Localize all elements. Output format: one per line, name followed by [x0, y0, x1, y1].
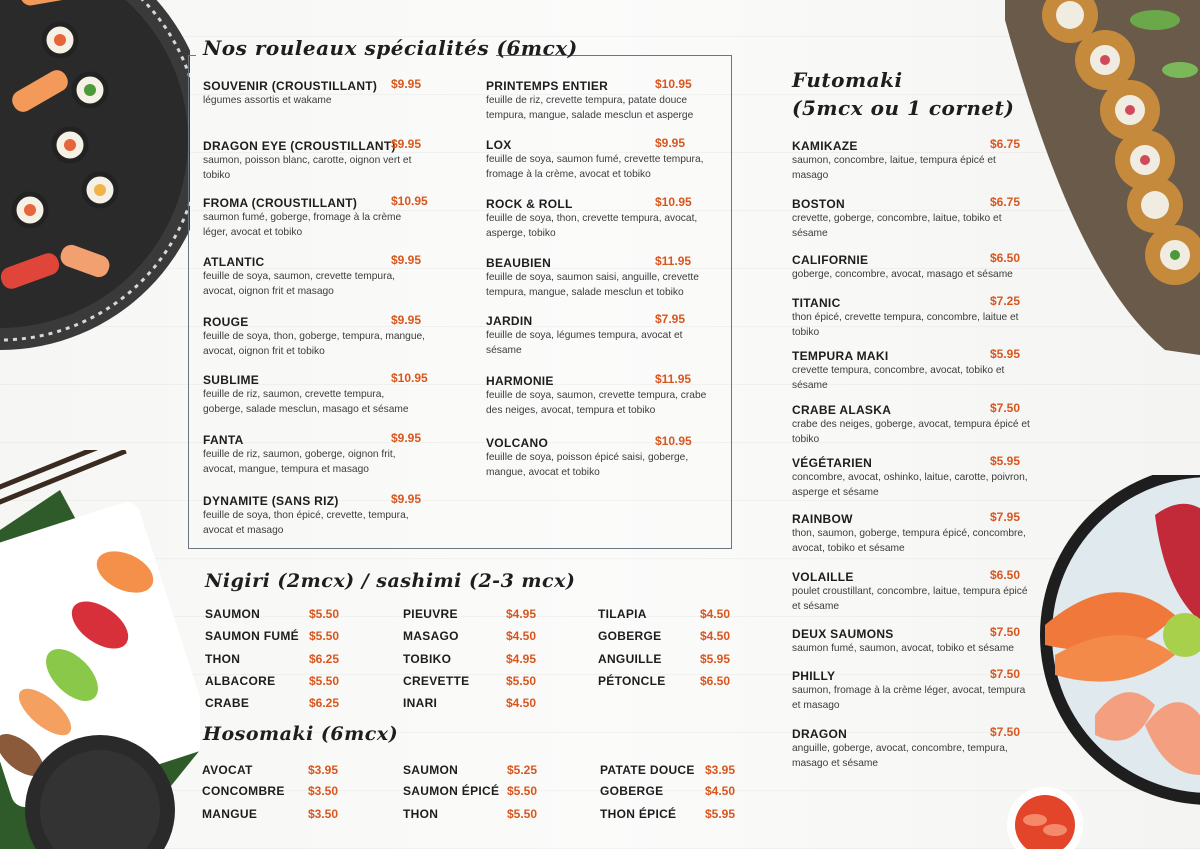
menu-item-header — [792, 725, 1032, 741]
menu-item — [403, 629, 546, 645]
menu-item-header — [486, 434, 710, 450]
menu-item-price: $5.95 — [700, 652, 731, 666]
menu-item-name: MANGUE — [202, 807, 258, 821]
menu-item-price: $7.50 — [990, 625, 1021, 639]
menu-item — [792, 401, 1032, 447]
menu-item-name: VOLCANO — [486, 436, 549, 450]
menu-item — [202, 763, 348, 779]
menu-item-price: $4.50 — [506, 629, 537, 643]
menu-item-price: $10.95 — [655, 77, 692, 91]
menu-item-price: $11.95 — [655, 254, 692, 268]
menu-item-name: DYNAMITE (SANS RIZ) — [203, 494, 339, 508]
menu-item-header — [203, 313, 425, 329]
menu-item — [598, 607, 740, 623]
menu-item-name: THON — [205, 652, 241, 666]
menu-item-price: $6.50 — [700, 674, 731, 688]
menu-item-name: CONCOMBRE — [202, 784, 285, 798]
menu-item — [486, 312, 710, 358]
menu-item-header — [792, 625, 1032, 641]
menu-item-name: PRINTEMPS ENTIER — [486, 79, 609, 93]
menu-item-price: $5.50 — [309, 607, 340, 621]
menu-item-name: THON — [403, 807, 439, 821]
menu-item-description: thon épicé, crevette tempura, concombre, laitue et tobiko — [792, 312, 1019, 338]
menu-item — [403, 652, 546, 668]
menu-item-header — [792, 195, 1032, 211]
menu-item — [792, 625, 1032, 656]
menu-item-description: goberge, concombre, avocat, masago et sésame — [792, 269, 1013, 280]
menu-item-name: CALIFORNIE — [792, 253, 869, 267]
menu-item-description: feuille de riz, crevette tempura, patate douce tempura, mangue, salade mesclun et asperge — [486, 95, 694, 121]
menu-item-name: BEAUBIEN — [486, 256, 552, 270]
specialty-title: Nos rouleaux spécialités (6mcx) — [203, 36, 578, 60]
menu-item — [203, 77, 425, 108]
menu-item-price: $10.95 — [655, 195, 692, 209]
menu-item — [205, 696, 349, 712]
menu-item-name: ATLANTIC — [203, 255, 265, 269]
menu-item-description: saumon, concombre, laitue, tempura épicé et masago — [792, 155, 996, 181]
menu-item-name: TITANIC — [792, 296, 841, 310]
menu-item-name: ROCK & ROLL — [486, 197, 573, 211]
menu-item-description: feuille de soya, poisson épicé saisi, goberge, mangue, avocat et tobiko — [486, 452, 689, 478]
menu-item-description: saumon, poisson blanc, carotte, oignon vert et tobiko — [203, 155, 412, 181]
menu-item-name: VÉGÉTARIEN — [792, 456, 873, 470]
menu-item-description: poulet croustillant, concombre, laitue, tempura épicé et sésame — [792, 586, 1028, 612]
menu-item — [403, 696, 546, 712]
menu-item-price: $7.50 — [990, 401, 1021, 415]
menu-item-header — [792, 294, 1032, 310]
menu-item-price: $5.50 — [506, 674, 537, 688]
futomaki-subtitle: (5mcx ou 1 cornet) — [792, 96, 1015, 120]
menu-item-header — [486, 312, 710, 328]
menu-item — [403, 784, 547, 800]
menu-item-header — [203, 431, 425, 447]
menu-item-price: $6.25 — [309, 652, 340, 666]
menu-item-price: $4.50 — [506, 696, 537, 710]
menu-item-description: légumes assortis et wakame — [203, 95, 332, 106]
menu-item-description: feuille de soya, saumon, crevette tempura, avocat, oignon frit et masago — [203, 271, 395, 297]
menu-item-name: DRAGON — [792, 727, 848, 741]
menu-item-price: $9.95 — [391, 313, 422, 327]
menu-item-description: feuille de riz, saumon, crevette tempura, goberge, salade mesclun, masago et sésame — [203, 389, 409, 415]
menu-item — [600, 784, 745, 800]
menu-item-description: saumon fumé, goberge, fromage à la crème léger, avocat et tobiko — [203, 212, 402, 238]
menu-item-price: $6.25 — [309, 696, 340, 710]
menu-item — [792, 568, 1032, 614]
menu-item-name: SAUMON ÉPICÉ — [403, 784, 500, 798]
menu-item-header — [486, 372, 710, 388]
nigiri-plate-image — [0, 450, 200, 849]
menu-item-name: AVOCAT — [202, 763, 253, 777]
menu-item — [600, 807, 745, 823]
menu-item-price: $7.50 — [990, 725, 1021, 739]
menu-item — [486, 434, 710, 480]
menu-item-name: GOBERGE — [598, 629, 662, 643]
menu-item-price: $4.50 — [700, 629, 731, 643]
menu-item — [403, 763, 547, 779]
menu-item-price: $5.50 — [309, 674, 340, 688]
menu-item-header — [203, 371, 428, 387]
menu-item-price: $5.50 — [507, 784, 538, 798]
menu-item-name: HARMONIE — [486, 374, 554, 388]
menu-item-price: $7.95 — [990, 510, 1021, 524]
menu-item-description: feuille de soya, thon, goberge, tempura, mangue, avocat, oignon frit et tobiko — [203, 331, 426, 357]
menu-item — [486, 254, 710, 300]
menu-item-price: $4.95 — [506, 607, 537, 621]
menu-item-header — [792, 510, 1032, 526]
menu-item-name: SAUMON — [403, 763, 459, 777]
menu-item-name: DRAGON EYE (CROUSTILLANT) — [203, 139, 396, 153]
menu-item-description: feuille de soya, thon, crevette tempura, avocat, asperge, tobiko — [486, 213, 698, 239]
menu-item-price: $9.95 — [391, 253, 422, 267]
menu-item-name: TOBIKO — [403, 652, 452, 666]
menu-item-description: feuille de riz, saumon, goberge, oignon frit, avocat, mangue, tempura et masago — [203, 449, 396, 475]
menu-item-price: $11.95 — [655, 372, 692, 386]
menu-item-description: saumon, fromage à la crème léger, avocat, tempura et masago — [792, 685, 1026, 711]
menu-item-name: LOX — [486, 138, 512, 152]
menu-item-name: KAMIKAZE — [792, 139, 858, 153]
menu-item-price: $4.95 — [506, 652, 537, 666]
menu-item — [203, 137, 425, 183]
menu-item-name: ANGUILLE — [598, 652, 662, 666]
menu-item-price: $7.50 — [990, 667, 1021, 681]
menu-item-name: VOLAILLE — [792, 570, 854, 584]
menu-item-name: FANTA — [203, 433, 244, 447]
menu-item-description: concombre, avocat, oshinko, laitue, carotte, poivron, asperge et sésame — [792, 472, 1028, 498]
menu-item-header — [203, 492, 425, 508]
menu-item — [203, 431, 425, 477]
menu-item — [202, 807, 348, 823]
menu-item-price: $6.50 — [990, 251, 1021, 265]
menu-item-description: crevette tempura, concombre, avocat, tobiko et sésame — [792, 365, 1005, 391]
menu-item-description: saumon fumé, saumon, avocat, tobiko et sésame — [792, 643, 1014, 654]
menu-item-header — [203, 194, 428, 210]
menu-item-name: MASAGO — [403, 629, 459, 643]
menu-item-price: $5.50 — [309, 629, 340, 643]
menu-item-name: INARI — [403, 696, 438, 710]
menu-item — [203, 194, 428, 240]
menu-item-name: PATATE DOUCE — [600, 763, 695, 777]
menu-item-price: $3.95 — [705, 763, 736, 777]
menu-item-price: $9.95 — [391, 492, 422, 506]
menu-item-description: feuille de soya, légumes tempura, avocat et sésame — [486, 330, 683, 356]
menu-item-price: $9.95 — [391, 137, 422, 151]
menu-item-header — [486, 195, 710, 211]
menu-item-header — [792, 251, 1032, 267]
menu-item-header — [792, 347, 1032, 363]
menu-item — [486, 77, 710, 123]
menu-item — [598, 652, 740, 668]
menu-item-price: $5.95 — [705, 807, 736, 821]
menu-item-header — [792, 137, 1032, 153]
menu-item-name: ROUGE — [203, 315, 249, 329]
menu-item-name: TEMPURA MAKI — [792, 349, 889, 363]
menu-item-description: feuille de soya, saumon saisi, anguille, crevette tempura, mangue, salade mesclun et tobiko — [486, 272, 699, 298]
menu-item-name: SAUMON FUMÉ — [205, 629, 299, 643]
menu-item — [205, 607, 349, 623]
menu-item — [205, 674, 349, 690]
menu-item-name: CRABE ALASKA — [792, 403, 892, 417]
menu-item-name: THON ÉPICÉ — [600, 807, 677, 821]
menu-item-description: thon, saumon, goberge, tempura épicé, concombre, avocat, tobiko et sésame — [792, 528, 1026, 554]
menu-item-description: crabe des neiges, goberge, avocat, tempura épicé et tobiko — [792, 419, 1030, 445]
menu-item-description: feuille de soya, thon épicé, crevette, tempura, avocat et masago — [203, 510, 409, 536]
menu-item-price: $5.95 — [990, 454, 1021, 468]
menu-item-description: feuille de soya, saumon, crevette tempura, crabe des neiges, avocat, tempura et tobiko — [486, 390, 707, 416]
sashimi-bowl-image — [1035, 475, 1200, 815]
menu-item-price: $9.95 — [391, 431, 422, 445]
menu-item-price: $3.50 — [308, 784, 339, 798]
menu-item-name: PHILLY — [792, 669, 836, 683]
sushi-platter-image — [0, 0, 190, 360]
menu-item-name: PÉTONCLE — [598, 674, 666, 688]
menu-item — [598, 629, 740, 645]
menu-item — [205, 629, 349, 645]
menu-item-header — [486, 254, 710, 270]
menu-item-name: ALBACORE — [205, 674, 276, 688]
menu-item-name: GOBERGE — [600, 784, 664, 798]
hosomaki-title: Hosomaki (6mcx) — [203, 723, 399, 745]
menu-item-price: $5.95 — [990, 347, 1021, 361]
menu-item-description: feuille de soya, saumon fumé, crevette tempura, fromage à la crème, avocat et tobiko — [486, 154, 704, 180]
menu-item-price: $4.50 — [700, 607, 731, 621]
menu-item-price: $9.95 — [391, 77, 422, 91]
menu-item-name: RAINBOW — [792, 512, 853, 526]
menu-item-header — [203, 137, 425, 153]
menu-item — [403, 674, 546, 690]
menu-item-price: $7.25 — [990, 294, 1021, 308]
menu-item — [486, 195, 710, 241]
menu-item-name: CRABE — [205, 696, 250, 710]
menu-item — [486, 136, 710, 182]
menu-item — [792, 510, 1032, 556]
menu-item-price: $6.75 — [990, 195, 1021, 209]
menu-item — [203, 313, 425, 359]
menu-item-header — [203, 77, 425, 93]
menu-item-header — [792, 401, 1032, 417]
menu-item-name: SAUMON — [205, 607, 261, 621]
menu-item-price: $7.95 — [655, 312, 686, 326]
menu-item-price: $5.25 — [507, 763, 538, 777]
menu-item-header — [486, 136, 710, 152]
menu-item-price: $6.75 — [990, 137, 1021, 151]
menu-item-name: DEUX SAUMONS — [792, 627, 894, 641]
menu-item-name: CREVETTE — [403, 674, 470, 688]
menu-item — [792, 454, 1032, 500]
menu-item — [202, 784, 348, 800]
menu-item — [792, 137, 1032, 183]
menu-item — [792, 251, 1032, 282]
menu-item-price: $10.95 — [655, 434, 692, 448]
nigiri-title: Nigiri (2mcx) / sashimi (2-3 mcx) — [205, 570, 576, 592]
menu-item — [792, 195, 1032, 241]
menu-item-name: TILAPIA — [598, 607, 647, 621]
menu-item-name: BOSTON — [792, 197, 845, 211]
menu-item-header — [486, 77, 710, 93]
menu-item — [203, 371, 428, 417]
menu-item — [792, 294, 1032, 340]
menu-item-price: $5.50 — [507, 807, 538, 821]
menu-item — [792, 347, 1032, 393]
menu-item-header — [792, 667, 1032, 683]
menu-item-name: SUBLIME — [203, 373, 260, 387]
menu-item — [600, 763, 745, 779]
menu-item-price: $10.95 — [391, 371, 428, 385]
menu-item-price: $4.50 — [705, 784, 736, 798]
menu-item-price: $10.95 — [391, 194, 428, 208]
menu-item — [486, 372, 710, 418]
menu-item — [792, 725, 1032, 771]
menu-item-header — [792, 454, 1032, 470]
futomaki-title: Futomaki — [792, 68, 903, 92]
menu-item-price: $3.95 — [308, 763, 339, 777]
menu-item-name: SOUVENIR (CROUSTILLANT) — [203, 79, 378, 93]
menu-item-price: $6.50 — [990, 568, 1021, 582]
menu-item-price: $9.95 — [655, 136, 686, 150]
menu-item-name: PIEUVRE — [403, 607, 458, 621]
menu-item-name: JARDIN — [486, 314, 533, 328]
menu-item-description: anguille, goberge, avocat, concombre, tempura, masago et sésame — [792, 743, 1008, 769]
menu-item-price: $3.50 — [308, 807, 339, 821]
menu-item — [792, 667, 1032, 713]
menu-item — [205, 652, 349, 668]
menu-item-name: FROMA (CROUSTILLANT) — [203, 196, 358, 210]
menu-item — [403, 807, 547, 823]
menu-item — [598, 674, 740, 690]
menu-item — [203, 253, 425, 299]
ginger-bowl-image — [1005, 780, 1085, 849]
menu-item-description: crevette, goberge, concombre, laitue, tobiko et sésame — [792, 213, 1002, 239]
menu-item — [403, 607, 546, 623]
menu-item-header — [203, 253, 425, 269]
menu-item — [203, 492, 425, 538]
menu-item-header — [792, 568, 1032, 584]
